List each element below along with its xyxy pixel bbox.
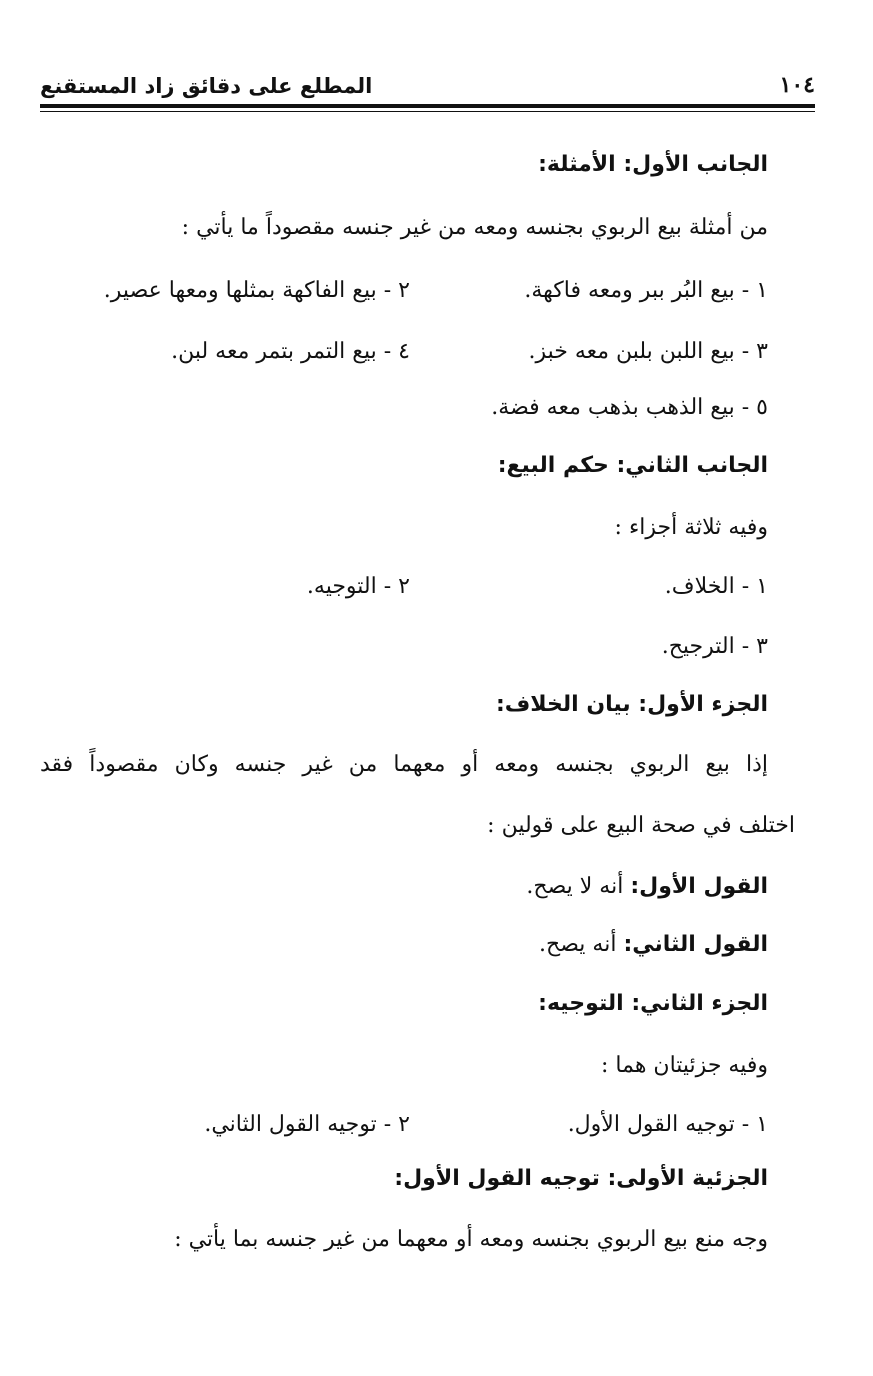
paragraph-disagreement-line-1: إذا بيع الربوي بجنسه ومعه أو معهما من غير جنسه وكان مقصوداً فقد — [40, 752, 768, 777]
opinion-2 — [40, 934, 768, 956]
subsection-heading-first-opinion-justification: الجزئية الأولى: توجيه القول الأول: — [394, 1166, 768, 1191]
subparts-intro: وفيه جزئيتان هما : — [601, 1053, 768, 1078]
subpart-2: ٢ - توجيه القول الثاني. — [204, 1112, 410, 1137]
subsection-heading-disagreement: الجزء الأول: بيان الخلاف: — [495, 692, 768, 717]
header-rule-thin — [40, 111, 815, 112]
opinion-1 — [40, 876, 768, 898]
example-1: ١ - بيع البُر ببر ومعه فاكهة. — [524, 278, 768, 303]
paragraph-disagreement-line-2: اختلف في صحة البيع على قولين : — [487, 813, 795, 838]
paragraph-justification: وجه منع بيع الربوي بجنسه ومعه أو معهما من غير جنسه بما يأتي : — [174, 1227, 768, 1252]
parts-intro: وفيه ثلاثة أجزاء : — [614, 515, 768, 540]
subpart-1: ١ - توجيه القول الأول. — [567, 1112, 768, 1137]
section-heading-examples: الجانب الأول: الأمثلة: — [538, 152, 768, 177]
book-title: المطلع على دقائق زاد المستقنع — [40, 74, 373, 98]
example-3: ٣ - بيع اللبن بلبن معه خبز. — [528, 339, 768, 364]
page-number: ١٠٤ — [779, 72, 815, 98]
part-1: ١ - الخلاف. — [664, 574, 768, 599]
subsection-heading-justification: الجزء الثاني: التوجيه: — [538, 991, 768, 1016]
opinion-1-text: أنه لا يصح. — [526, 874, 631, 899]
part-2: ٢ - التوجيه. — [306, 574, 410, 599]
opinion-2-text: أنه يصح. — [539, 932, 624, 957]
example-5: ٥ - بيع الذهب بذهب معه فضة. — [491, 395, 768, 420]
running-header — [40, 68, 815, 98]
section-heading-ruling: الجانب الثاني: حكم البيع: — [497, 453, 768, 478]
opinion-2-label: القول الثاني: — [623, 932, 768, 957]
example-2: ٢ - بيع الفاكهة بمثلها ومعها عصير. — [103, 278, 410, 303]
opinion-1-label: القول الأول: — [630, 874, 768, 899]
header-rule-thick — [40, 104, 815, 108]
example-4: ٤ - بيع التمر بتمر معه لبن. — [171, 339, 410, 364]
part-3: ٣ - الترجيح. — [661, 634, 768, 659]
examples-intro: من أمثلة بيع الربوي بجنسه ومعه من غير جنسه مقصوداً ما يأتي : — [181, 215, 768, 240]
